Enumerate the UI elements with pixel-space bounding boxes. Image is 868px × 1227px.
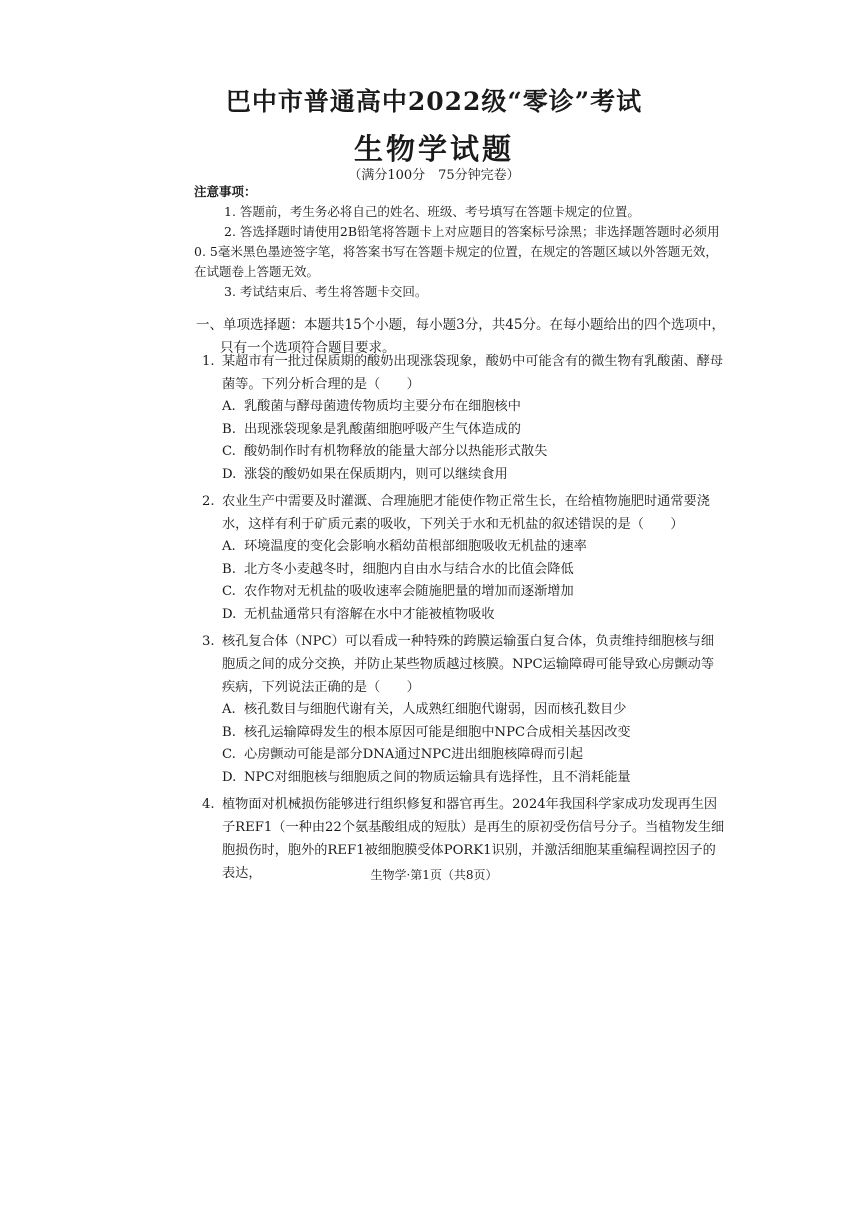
option — [222, 604, 726, 627]
option-key: B. — [222, 724, 236, 740]
option — [222, 767, 726, 790]
instructions-heading: 注意事项： — [194, 184, 257, 199]
option-text: 核孔运输障碍发生的根本原因可能是细胞中NPC合成相关基因改变 — [244, 724, 631, 740]
option-key: A. — [222, 702, 236, 717]
option-text: 核孔数目与细胞代谢有关，人成熟红细胞代谢弱，因而核孔数目少 — [244, 702, 627, 717]
question-2 — [202, 490, 726, 626]
question-stem: 农业生产中需要及时灌溉、合理施肥才能使作物正常生长，在给植物施肥时通常要浇水，这样有利于矿质元素的吸收，下列关于水和无机盐的叙述错误的是（ ） — [222, 494, 710, 532]
option — [222, 699, 726, 722]
section-heading-line: 只有一个选项符合题目要求。 — [220, 340, 396, 356]
option-key: B. — [222, 421, 236, 437]
section-heading-line: 一、单项选择题：本题共15个小题，每小题3分，共45分。在每小题给出的四个选项中， — [196, 317, 725, 333]
option-key: A. — [222, 399, 236, 414]
exam-title: 巴中市普通高中2022级“零诊”考试 — [225, 87, 643, 116]
question-number: 3. — [202, 634, 215, 649]
question-list — [202, 350, 726, 889]
option-key: D. — [222, 606, 237, 622]
question-number: 4. — [202, 797, 215, 812]
question-number: 2. — [202, 494, 215, 509]
option-text: 北方冬小麦越冬时，细胞内自由水与结合水的比值会降低 — [244, 561, 574, 577]
question-1 — [202, 350, 726, 486]
option — [222, 441, 726, 464]
page-footer: 生物学·第1页（共8页） — [370, 868, 498, 882]
option-key: D. — [222, 769, 237, 785]
option — [222, 722, 726, 745]
option-key: B. — [222, 561, 236, 577]
option-text: 涨袋的酸奶如果在保质期内，则可以继续食用 — [244, 466, 508, 482]
question-stem: 植物面对机械损伤能够进行组织修复和器官再生。2024年我国科学家成功发现再生因子REF1（一种由22个氨基酸组成的短肽）是再生的原初受伤信号分子。当植物发生细胞损伤时，胞外的REF1被细胞膜受体PORK1识别，并激活细胞某重编程调控因子的表达， — [222, 797, 725, 881]
instruction-item: 3. 考试结束后、考生将答题卡交回。 — [224, 284, 428, 299]
option-text: 环境温度的变化会影响水稻幼苗根部细胞吸收无机盐的速率 — [244, 539, 587, 554]
instruction-item: 2. 答选择题时请使用2B铅笔将答题卡上对应题目的答案标号涂黑；非选择题答题时必须用0. 5毫米黑色墨迹签字笔，将答案书写在答题卡规定的位置，在规定的答题区域以外答题无效，在试题卷上答题无效。 — [194, 224, 720, 279]
option-text: 农作物对无机盐的吸收速率会随施肥量的增加而逐渐增加 — [244, 584, 574, 599]
option-text: 乳酸菌与酵母菌遗传物质均主要分布在细胞核中 — [244, 399, 521, 414]
question-3 — [202, 630, 726, 789]
option-text: NPC对细胞核与细胞质之间的物质运输具有选择性，且不消耗能量 — [244, 769, 631, 785]
question-stem: 核孔复合体（NPC）可以看成一种特殊的跨膜运输蛋白复合体，负责维持细胞核与细胞质之间的成分交换，并防止某些物质越过核膜。NPC运输障碍可能导致心房颤动等疾病，下列说法正确的是（ ） — [222, 634, 715, 695]
subject-title: 生物学试题 — [353, 132, 514, 166]
option-text: 出现涨袋现象是乳酸菌细胞呼吸产生气体造成的 — [244, 421, 521, 437]
question-stem: 某超市有一批过保质期的酸奶出现涨袋现象，酸奶中可能含有的微生物有乳酸菌、酵母菌等。下列分析合理的是（ ） — [222, 354, 724, 392]
option — [222, 581, 726, 604]
option-key: C. — [222, 747, 236, 762]
option-text: 酸奶制作时有机物释放的能量大部分以热能形式散失 — [244, 444, 548, 459]
option-text: 无机盐通常只有溶解在水中才能被植物吸收 — [244, 606, 495, 622]
instruction-item: 1. 答题前，考生务必将自己的姓名、班级、考号填写在答题卡规定的位置。 — [224, 204, 640, 219]
option-key: A. — [222, 539, 236, 554]
option — [222, 536, 726, 559]
option-key: C. — [222, 444, 236, 459]
instructions — [194, 182, 724, 302]
option-key: C. — [222, 584, 236, 599]
option-key: D. — [222, 466, 237, 482]
option — [222, 464, 726, 487]
option-text: 心房颤动可能是部分DNA通过NPC进出细胞核障碍而引起 — [244, 747, 584, 762]
score-time-note: （满分100分 75分钟完卷） — [348, 168, 520, 183]
option — [222, 559, 726, 582]
question-number: 1. — [202, 354, 215, 369]
option — [222, 396, 726, 419]
option — [222, 744, 726, 767]
option — [222, 419, 726, 442]
